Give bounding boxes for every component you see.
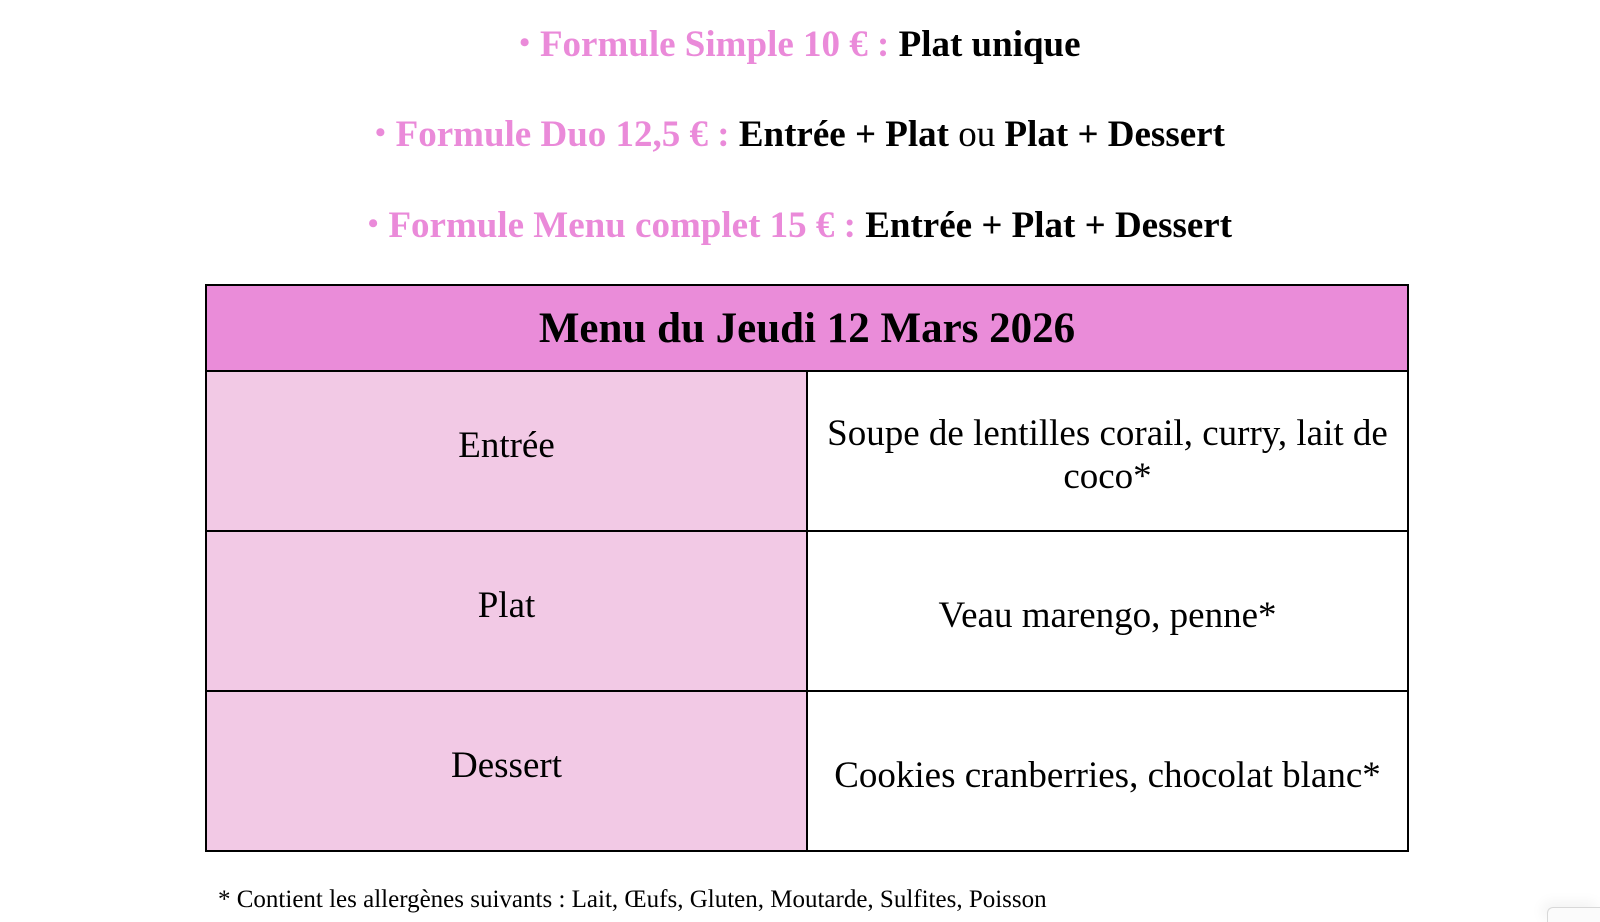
course-dish-dessert [807, 691, 1408, 851]
menu-title-row [206, 285, 1408, 371]
bullet-icon: • [519, 26, 530, 59]
menu-title: Menu du Jeudi 12 Mars 2026 [206, 285, 1408, 371]
formula-duo [0, 113, 1600, 159]
table-row [206, 531, 1408, 691]
table-row [206, 371, 1408, 531]
course-label-text: Entrée [458, 424, 555, 466]
course-dish-text: Veau marengo, penne* [938, 594, 1277, 636]
corner-widget[interactable] [1547, 907, 1600, 922]
course-dish-text: Cookies cranberries, chocolat blanc* [834, 754, 1381, 796]
formula-duo-name: Formule Duo 12,5 € : [395, 114, 730, 155]
course-label-text: Plat [477, 584, 536, 626]
course-dish-plat [807, 531, 1408, 691]
course-dish-entree [807, 371, 1408, 531]
formula-simple-name: Formule Simple 10 € : [539, 24, 890, 65]
course-label-text: Dessert [451, 744, 562, 786]
formula-menu-complet-name: Formule Menu complet 15 € : [388, 205, 856, 246]
formula-simple [0, 23, 1600, 69]
formula-menu-complet-detail: Entrée + Plat + Dessert [865, 205, 1233, 246]
formula-duo-detail-a: Entrée + Plat [738, 114, 949, 155]
course-label-dessert [206, 691, 807, 851]
course-label-plat [206, 531, 807, 691]
course-label-entree [206, 371, 807, 531]
formula-duo-detail-b: Plat + Dessert [1004, 114, 1225, 155]
course-dish-text: Soupe de lentilles corail, curry, lait de coco* [827, 413, 1388, 497]
bullet-icon: • [367, 207, 379, 240]
formula-simple-detail: Plat unique [898, 24, 1081, 65]
formula-duo-connector: ou [949, 114, 1005, 155]
formula-menu-complet [0, 204, 1600, 250]
allergen-footnote: * Contient les allergènes suivants : Lait, Œufs, Gluten, Moutarde, Sulfites, Poisson [218, 886, 1047, 913]
bullet-icon: • [375, 116, 386, 149]
table-row [206, 691, 1408, 851]
menu-table [205, 284, 1409, 852]
